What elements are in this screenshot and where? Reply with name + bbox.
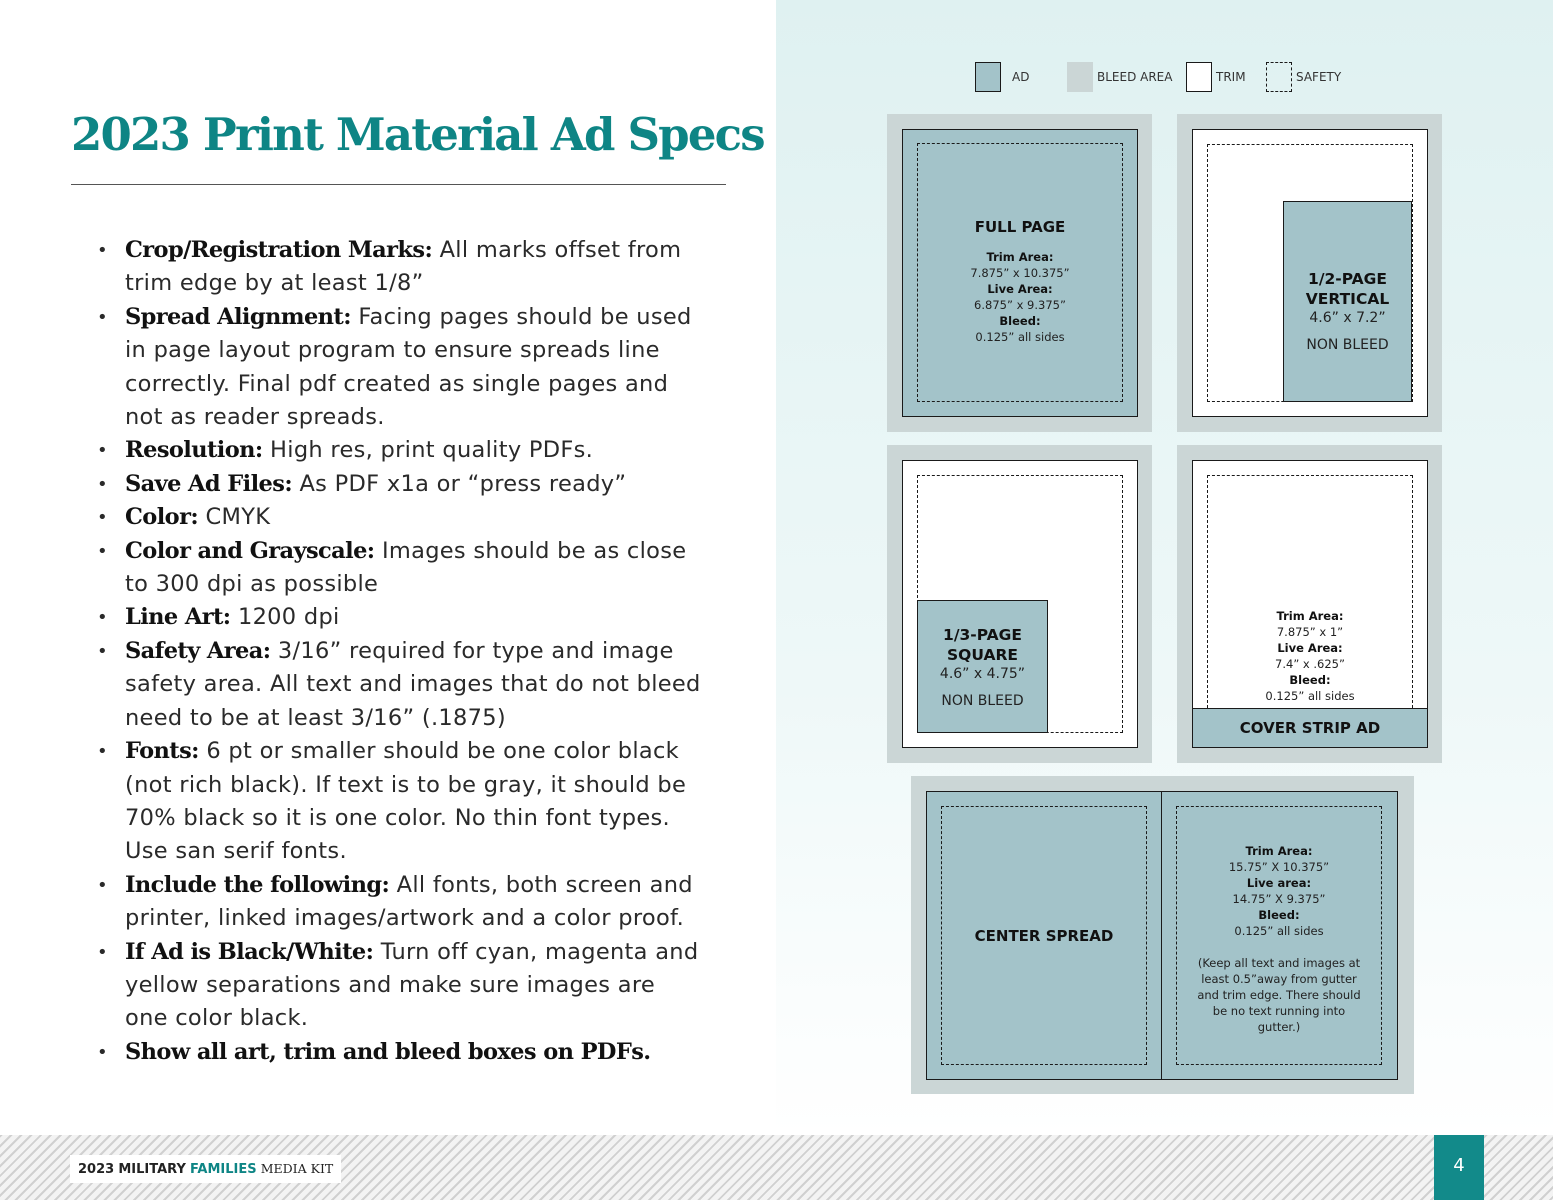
legend-safety-label: SAFETY xyxy=(1296,70,1342,84)
bullet-icon: • xyxy=(97,473,108,495)
spec-item-save-ad-files xyxy=(97,468,702,501)
spec-item-line-art xyxy=(97,601,702,634)
spec-text: Images should be as close to 300 dpi as possible xyxy=(125,537,687,598)
spec-label: Resolution: xyxy=(125,437,263,464)
safety-swatch-icon xyxy=(1266,62,1292,92)
bleed-swatch-icon xyxy=(1067,62,1093,92)
spec-label: Fonts: xyxy=(125,738,199,765)
spec-text: 1200 dpi xyxy=(230,604,340,631)
ad-swatch-icon xyxy=(975,62,1001,92)
spec-text: Turn off cyan, magenta and yellow separations and make sure images are one color black. xyxy=(125,938,699,1032)
footer-media-kit: MEDIA KIT xyxy=(260,1161,334,1176)
footer-families: FAMILIES xyxy=(190,1162,257,1177)
cover-strip-bleed-value: 0.125” all sides xyxy=(1265,689,1355,703)
spec-label: Include the following: xyxy=(125,871,390,898)
center-spread-trim-value: 15.75” X 10.375” xyxy=(1228,860,1330,874)
spec-item-include xyxy=(97,869,702,936)
legend-trim-label: TRIM xyxy=(1216,70,1246,84)
spec-item-black-white xyxy=(97,936,702,1036)
bullet-icon: • xyxy=(97,306,108,328)
footer-year: 2023 xyxy=(78,1162,115,1177)
cover-strip-live-value: 7.4” x .625” xyxy=(1275,657,1345,671)
spec-text: All marks offset from trim edge by at least 1/8” xyxy=(125,237,682,297)
footer-military: MILITARY xyxy=(118,1162,186,1177)
cover-strip-trim-value: 7.875” x 1” xyxy=(1276,625,1344,639)
legend-ad-label: AD xyxy=(1012,70,1030,84)
bullet-icon: • xyxy=(97,607,108,629)
page-number: 4 xyxy=(1434,1135,1484,1200)
third-page-title-2: SQUARE xyxy=(947,646,1018,664)
half-page-dims: 4.6” x 7.2” xyxy=(1309,310,1386,326)
spec-item-safety-area xyxy=(97,635,702,735)
cover-strip-live-label: Live Area: xyxy=(1277,641,1343,655)
full-page-trim-label: Trim Area: xyxy=(986,250,1054,264)
spec-list xyxy=(97,234,702,1069)
spec-item-resolution xyxy=(97,434,702,467)
bullet-icon: • xyxy=(97,1041,108,1063)
spec-item-show-boxes xyxy=(97,1036,702,1069)
legend-bleed-label: BLEED AREA xyxy=(1097,70,1173,84)
spec-label: Line Art: xyxy=(125,604,231,631)
bullet-icon: • xyxy=(97,874,108,896)
spec-label: Safety Area: xyxy=(125,637,271,664)
spec-item-color-grayscale xyxy=(97,535,702,602)
spec-text: As PDF x1a or “press ready” xyxy=(292,470,627,497)
center-spread-specs xyxy=(1196,843,1362,1035)
center-spread-live-label: Live area: xyxy=(1246,876,1312,890)
full-page-live-value: 6.875” x 9.375” xyxy=(974,298,1066,312)
spec-text: 6 pt or smaller should be one color black (not rich black). If text is to be gray, it should be 70% black so it is one color. No thin font types. Use san serif fonts. xyxy=(125,738,687,865)
third-page-dims: 4.6” x 4.75” xyxy=(939,666,1026,682)
bullet-icon: • xyxy=(97,440,108,462)
cover-strip-title: COVER STRIP AD xyxy=(1239,719,1381,737)
spec-text: High res, print quality PDFs. xyxy=(262,437,594,464)
footer-publication-label xyxy=(70,1155,341,1183)
spec-label: Save Ad Files: xyxy=(125,470,293,497)
spec-text: 3/16” required for type and image safety area. All text and images that do not bleed need to be at least 3/16” (.1875) xyxy=(125,637,701,731)
bullet-icon: • xyxy=(97,540,108,562)
cover-strip-specs xyxy=(1207,608,1413,704)
center-spread-label xyxy=(941,926,1147,946)
half-page-label xyxy=(1283,269,1412,354)
third-page-title-1: 1/3-PAGE xyxy=(943,626,1022,644)
spec-item-spread-alignment xyxy=(97,301,702,435)
center-spread-bleed-value: 0.125” all sides xyxy=(1234,924,1324,938)
half-page-note: NON BLEED xyxy=(1306,337,1389,353)
half-page-title-1: 1/2-PAGE xyxy=(1308,270,1387,288)
center-spread-live-value: 14.75” X 9.375” xyxy=(1232,892,1326,906)
center-spread-title: CENTER SPREAD xyxy=(974,927,1114,945)
cover-strip-ad xyxy=(1192,708,1428,748)
spec-text: All fonts, both screen and printer, linked images/artwork and a color proof. xyxy=(125,871,693,932)
page-title: 2023 Print Material Ad Specs xyxy=(71,108,764,161)
bullet-icon: • xyxy=(97,941,108,963)
bullet-icon: • xyxy=(97,640,108,662)
full-page-live-label: Live Area: xyxy=(987,282,1053,296)
spec-item-color xyxy=(97,501,702,534)
center-spread-note: (Keep all text and images at least 0.5”away from gutter and trim edge. There should be no text running into gutter.) xyxy=(1197,956,1361,1034)
spec-text: Facing pages should be used in page layout program to ensure spreads line correctly. Final pdf created as single pages and not as reader spreads. xyxy=(125,303,692,431)
spec-item-fonts xyxy=(97,735,702,869)
spec-label: Spread Alignment: xyxy=(125,303,351,330)
full-page-label xyxy=(917,217,1123,345)
third-page-note: NON BLEED xyxy=(941,693,1024,709)
bullet-icon: • xyxy=(97,507,108,529)
trim-swatch-icon xyxy=(1186,62,1212,92)
spec-label: Color: xyxy=(125,504,199,531)
spec-item-crop-marks xyxy=(97,234,702,301)
spec-label: If Ad is Black/White: xyxy=(125,938,374,965)
spec-text: CMYK xyxy=(198,504,271,531)
spec-label: Crop/Registration Marks: xyxy=(125,237,433,263)
full-page-bleed-value: 0.125” all sides xyxy=(975,330,1065,344)
center-spread-gutter xyxy=(1161,791,1162,1080)
spec-label: Color and Grayscale: xyxy=(125,537,375,564)
third-page-label xyxy=(917,625,1048,710)
full-page-trim-value: 7.875” x 10.375” xyxy=(970,266,1070,280)
full-page-title: FULL PAGE xyxy=(974,218,1066,236)
title-divider xyxy=(71,184,726,185)
bullet-icon: • xyxy=(97,240,108,261)
cover-strip-bleed-label: Bleed: xyxy=(1289,673,1331,687)
spec-label: Show all art, trim and bleed boxes on PDFs. xyxy=(125,1038,651,1065)
full-page-bleed-label: Bleed: xyxy=(999,314,1041,328)
bullet-icon: • xyxy=(97,741,108,763)
center-spread-trim-label: Trim Area: xyxy=(1245,844,1313,858)
center-spread-bleed-label: Bleed: xyxy=(1258,908,1300,922)
half-page-title-2: VERTICAL xyxy=(1305,290,1390,308)
cover-strip-trim-label: Trim Area: xyxy=(1276,609,1344,623)
